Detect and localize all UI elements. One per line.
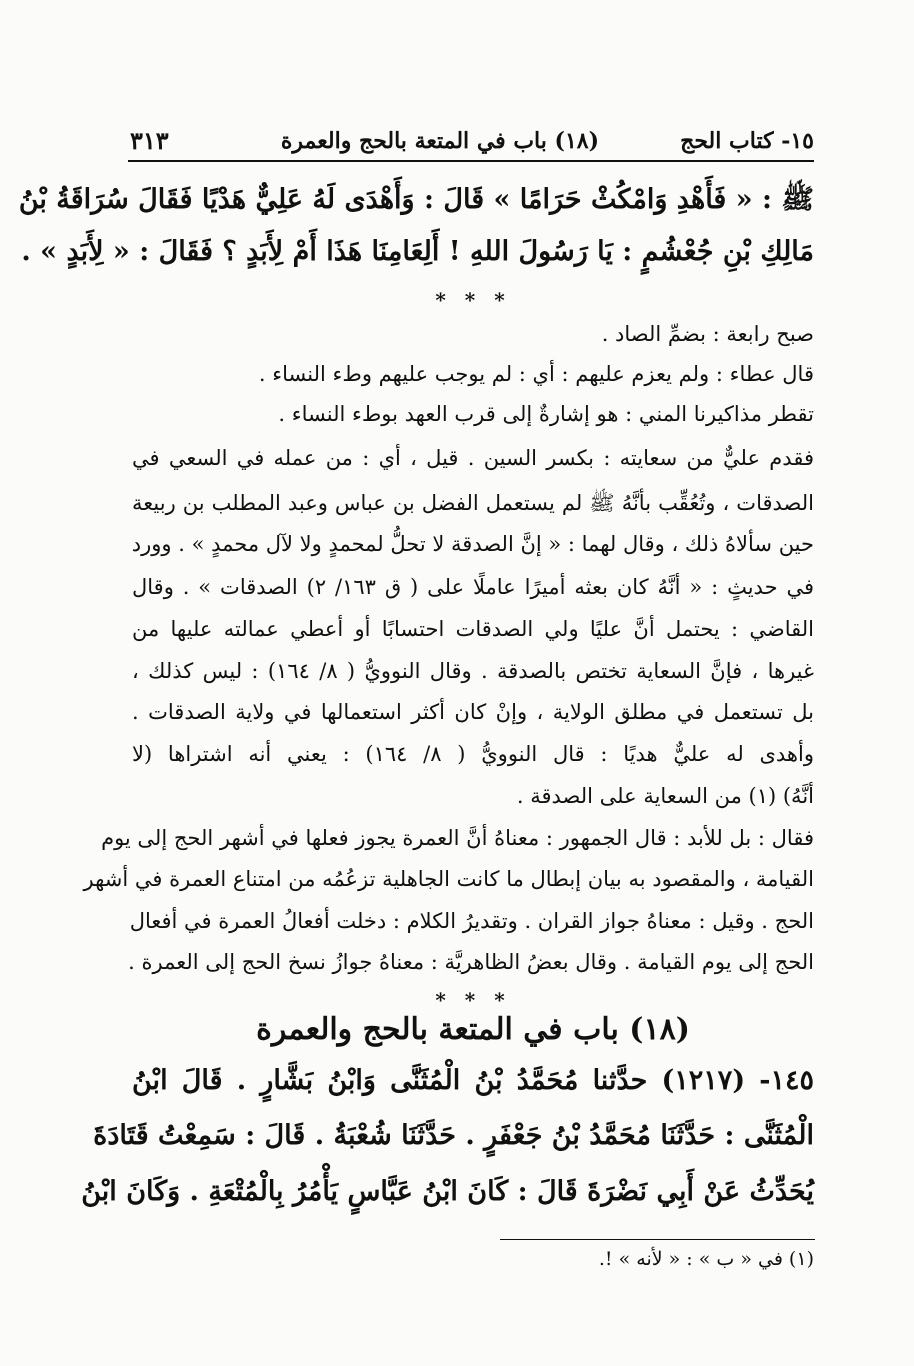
- section-separator: * * *: [435, 288, 511, 312]
- chapter-title: (١٨) باب في المتعة بالحج والعمرة: [256, 1012, 690, 1047]
- note-line: فقدم عليٌّ من سعايته : بكسر السين . قيل ، أي : من عمله في السعي في: [132, 446, 814, 470]
- note-line: صبح رابعة : بضمِّ الصاد .: [601, 322, 814, 346]
- running-header: [130, 122, 814, 162]
- footnote-rule: [500, 1239, 815, 1240]
- note-line: حين سألاهُ ذلك ، وقال لهما : « إنَّ الصدقة لا تحلُّ لمحمدٍ ولا لآل محمدٍ » . وورد: [131, 532, 814, 556]
- note-line: غيرها ، فإنَّ السعاية تختص بالصدقة . وقال النوويُّ ( ٨/ ١٦٤) : ليس كذلك ،: [132, 659, 814, 683]
- note-line: وأهدى له عليٌّ هديًا : قال النوويُّ ( ٨/ ١٦٤) : يعني أنه اشتراها (لا: [132, 742, 814, 766]
- header-section: (١٨) باب في المتعة بالحج والعمرة: [280, 128, 599, 154]
- note-line: قال عطاء : ولم يعزم عليهم : أي : لم يوجب عليهم وطء النساء .: [258, 362, 814, 386]
- note-line: تقطر مذاكيرنا المني : هو إشارةٌ إلى قرب العهد بوطء النساء .: [278, 402, 814, 426]
- hadith-line: يُحَدِّثُ عَنْ أَبِي نَضْرَةَ قَالَ : كَانَ ابْنُ عَبَّاسٍ يَأْمُرُ بِالْمُتْعَةِ . وَكَانَ ابْنُ: [81, 1176, 814, 1207]
- header-rule: [128, 160, 814, 162]
- header-chapter: ١٥- كتاب الحج: [680, 128, 814, 154]
- note-line: في حديثٍ : « أنَّهُ كان بعثه أميرًا عاملًا على ( ق ١٦٣/ ٢) الصدقات » . وقال: [132, 575, 814, 599]
- hadith-line: ﷺ : « فَأَهْدِ وَامْكُثْ حَرَامًا » قَالَ : وَأَهْدَى لَهُ عَلِيٌّ هَدْيًا فَقَالَ سُرَاقَةُ بْنُ: [18, 184, 814, 215]
- note-line: القاضي : يحتمل أنَّ عليًا ولي الصدقات احتسابًا أو أعطي عمالته عليها من: [132, 617, 814, 641]
- hadith-line: مَالِكِ بْنِ جُعْشُمٍ : يَا رَسُولَ اللهِ ! أَلِعَامِنَا هَذَا أَمْ لِأَبَدٍ ؟ فَقَالَ : « لِأَبَدٍ » .: [21, 236, 814, 267]
- note-line: الحج . وقيل : معناهُ جواز القران . وتقديرُ الكلام : دخلت أفعالُ العمرة في أفعال: [129, 909, 814, 933]
- note-line: أنَّهُ) (١) من السعاية على الصدقة .: [516, 784, 814, 808]
- section-separator: * * *: [435, 988, 511, 1012]
- note-line: بل تستعمل في مطلق الولاية ، وإنْ كان أكثر استعمالها في ولاية الصدقات .: [132, 700, 814, 724]
- note-line: القيامة ، والمقصود به بيان إبطال ما كانت الجاهلية تزعُمُه من امتناع العمرة في أشهر: [83, 867, 814, 891]
- hadith-line: ١٤٥- (١٢١٧) حدَّثنا مُحَمَّدُ بْنُ الْمُثَنَّى وَابْنُ بَشَّارٍ . قَالَ ابْنُ: [132, 1065, 814, 1096]
- page-number: ٣١٣: [130, 126, 169, 155]
- note-line: فقال : بل للأبد : قال الجمهور : معناهُ أنَّ العمرة يجوز فعلها في أشهر الحج إلى يوم: [101, 826, 814, 850]
- footnote: (١) في « ب » : « لأنه » !.: [598, 1248, 814, 1270]
- note-line: الحج إلى يوم القيامة . وقال بعضُ الظاهريَّة : معناهُ جوازُ نسخ الحج إلى العمرة .: [128, 950, 814, 974]
- note-line: الصدقات ، وتُعُقِّب بأنَّهُ ﷺ لم يستعمل الفضل بن عباس وعبد المطلب بن ربيعة: [132, 491, 814, 515]
- hadith-line: الْمُثَنَّى : حَدَّثَنَا مُحَمَّدُ بْنُ جَعْفَرٍ . حَدَّثَنَا شُعْبَةُ . قَالَ : سَمِعْتُ قَتَادَةَ: [93, 1120, 814, 1151]
